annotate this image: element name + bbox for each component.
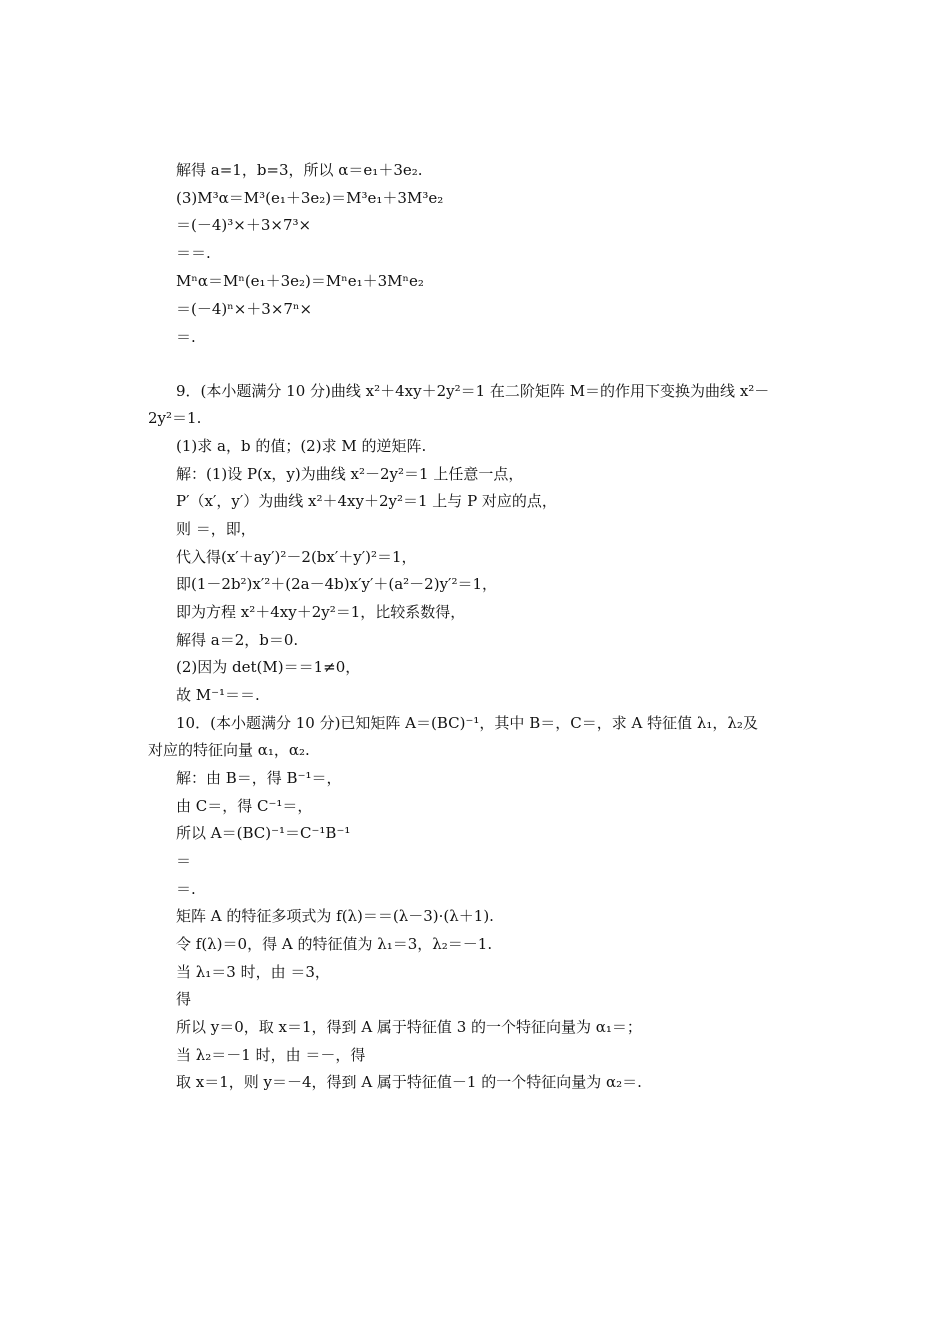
text-line: 得	[176, 990, 192, 1008]
text-line: 当 λ₁＝3 时，由 ＝3，	[176, 963, 330, 981]
text-line: 解：(1)设 P(x，y)为曲线 x²－2y²＝1 上任意一点，	[176, 465, 524, 483]
text-line: 代入得(x′＋ay′)²－2(bx′＋y′)²＝1，	[176, 548, 417, 566]
text-line: 取 x＝1，则 y＝－4，得到 A 属于特征值－1 的一个特征向量为 α₂＝.	[176, 1073, 642, 1091]
problem-10-heading: 10．(本小题满分 10 分)已知矩阵 A＝(BC)⁻¹，其中 B＝，C＝，求 A 特征值 λ₁，λ₂及	[176, 714, 758, 732]
text-line: ＝(－4)³×＋3×7³×	[176, 216, 312, 234]
text-line: 对应的特征向量 α₁，α₂.	[148, 741, 310, 759]
text-line: 即(1－2b²)x′²＋(2a－4b)x′y′＋(a²－2)y′²＝1，	[176, 575, 498, 593]
text-line: (1)求 a，b 的值；(2)求 M 的逆矩阵.	[176, 437, 427, 455]
text-line: ＝	[176, 852, 192, 870]
text-line: (2)因为 det(M)＝＝1≠0，	[176, 658, 361, 676]
text-line: 所以 A＝(BC)⁻¹＝C⁻¹B⁻¹	[176, 824, 351, 842]
text-line: 所以 y＝0，取 x＝1，得到 A 属于特征值 3 的一个特征向量为 α₁＝；	[176, 1018, 642, 1036]
problem-9-heading: 9．(本小题满分 10 分)曲线 x²＋4xy＋2y²＝1 在二阶矩阵 M＝的作用下变换为曲线 x²－	[176, 382, 770, 400]
text-line: 2y²＝1.	[148, 409, 202, 427]
text-line: 解：由 B＝，得 B⁻¹＝，	[176, 769, 342, 787]
text-line: 矩阵 A 的特征多项式为 f(λ)＝＝(λ－3)·(λ＋1).	[176, 907, 494, 925]
text-line: 故 M⁻¹＝＝.	[176, 686, 260, 704]
text-line: ＝.	[176, 880, 196, 898]
text-line: ＝＝.	[176, 244, 211, 262]
text-line: 解得 a=1，b=3，所以 α＝e₁＋3e₂.	[176, 161, 423, 179]
text-line: P′（x′，y′）为曲线 x²＋4xy＋2y²＝1 上与 P 对应的点，	[176, 492, 557, 510]
text-line: ＝.	[176, 328, 196, 346]
text-line: ＝(－4)ⁿ×＋3×7ⁿ×	[176, 300, 313, 318]
text-line: (3)M³α＝M³(e₁＋3e₂)＝M³e₁＋3M³e₂	[176, 189, 444, 207]
text-line: 解得 a＝2，b＝0.	[176, 631, 299, 649]
text-line: 即为方程 x²＋4xy＋2y²＝1，比较系数得，	[176, 603, 466, 621]
text-line: 则 ＝，即，	[176, 520, 256, 538]
text-line: 令 f(λ)＝0，得 A 的特征值为 λ₁＝3，λ₂＝－1.	[176, 935, 493, 953]
text-line: Mⁿα＝Mⁿ(e₁＋3e₂)＝Mⁿe₁＋3Mⁿe₂	[176, 272, 424, 290]
text-line: 当 λ₂＝－1 时，由 ＝－，得	[176, 1046, 366, 1064]
text-line: 由 C＝，得 C⁻¹＝，	[176, 797, 313, 815]
